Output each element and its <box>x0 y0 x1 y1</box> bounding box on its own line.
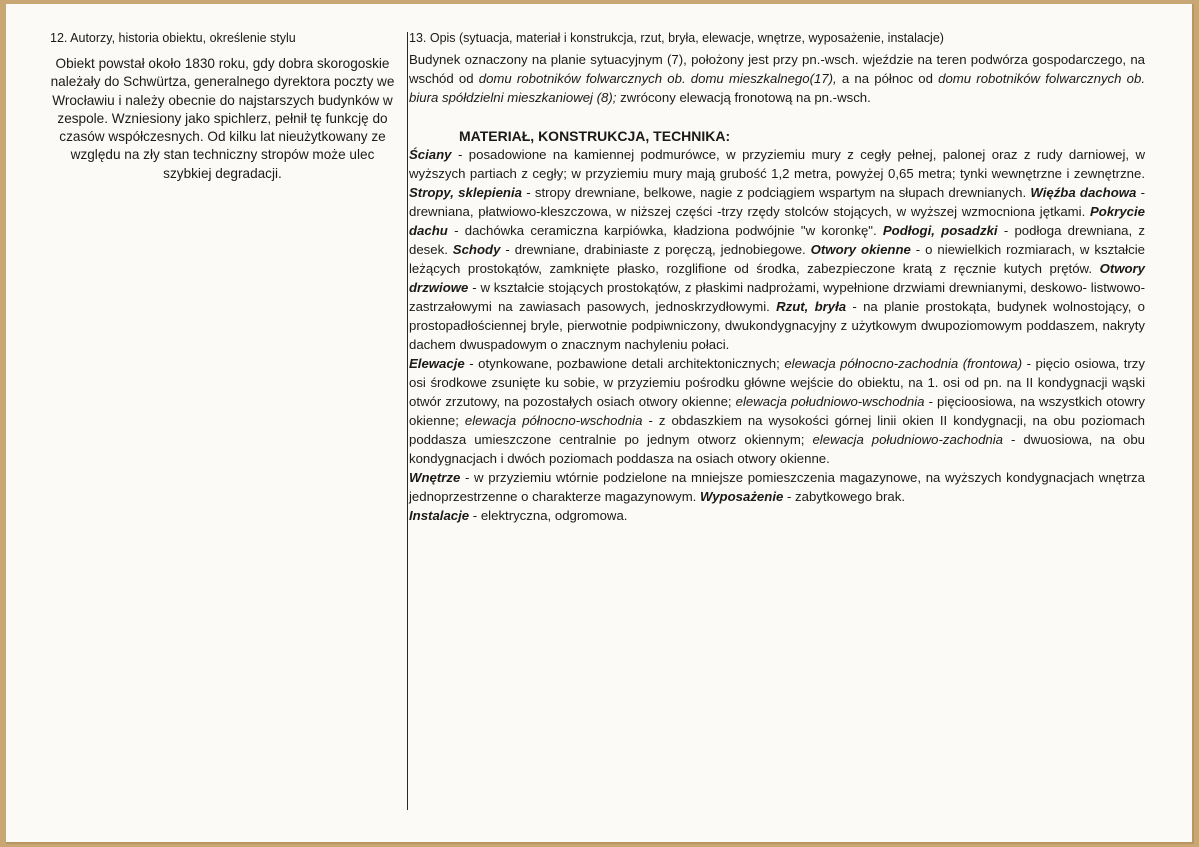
term-equipment: Wyposażenie <box>700 489 784 504</box>
reference-building-17: domu robotników folwarcznych ob. domu mieszkalnego(17), <box>478 71 837 86</box>
document-page <box>6 4 1194 844</box>
term-plan-mass: Rzut, bryła <box>776 299 847 314</box>
term-floors: Podłogi, posadzki <box>882 223 998 238</box>
material-paragraph: Ściany - posadowione na kamiennej podmurówce, w przyziemiu mury z cegły pełnej, palonej oraz z rudy darniowej, w wyższych partiach z cegły; w przyziemiu mury mają grubość 1,2 metra, powyżej 0,65 metra; tynki wewnętrzne i zewnętrzne. Stropy, sklepienia - stropy drewniane, belkowe, nagie z podciągiem wspartym na słupach drewnianych. Więźba dachowa - drewniana, płatwiowo-kleszczowa, w niższej części -trzy rzędy stolców stojących, w wyższej wzmocniona jętkami. Pokrycie dachu - dachówka ceramiczna karpiówka, kładziona podwójnie "w koronkę". Podłogi, posadzki - podłoga drewniana, z desek. Schody - drewniane, drabiniaste z poręczą, jednobiegowe. Otwory okienne - o niewielkich rozmiarach, w kształcie leżących prostokątów, zamknięte płasko, rozglifione od środka, zabezpieczone kratą z ręcznie kutych prętów. Otwory drzwiowe - w kształcie stojących prostokątów, z płaskimi nadprożami, wypełnione drzwiami drewnianymi, deskowo- listwowo-zastrzałowymi na zawiasach pasowych, jednoskrzydłowymi. Rzut, bryła - na planie prostokąta, budynek wolnostojący, o prostopadłościennej bryle, pierwotnie podpiwniczony, dwukondygnacyjny z użytkowym dwupoziomowym poddaszem, nakryty dachem dwuspadowym o znacznym nachyleniu połaci. <box>409 147 1146 352</box>
term-doors: Otwory drzwiowe <box>409 261 1145 295</box>
term-installations: Instalacje <box>409 508 470 523</box>
facades-paragraph: Elewacje - otynkowane, pozbawione detali architektonicznych; elewacja północno-zachodnia (frontowa) - pięcio osiowa, trzy osi środkowe zsunięte ku sobie, w przyziemiu pośrodku główne wejście do obiektu, na 1. osi od pn. na II kondygnacji wąski otwór zrzutowy, na pozostałych osiach otwory okienne; elewacja południowo-wschodnia - pięcioosiowa, na wszystkich otowry okienne; elewacja północno-wschodnia - z obdaszkiem na wysokości górnej linii okien II kondygnacji, na obu poziomach poddasza umieszczone centralnie po jednym otworz okiennym; elewacja południowo-zachodnia - dwuosiowa, na obu kondygnacjach i dwóch poziomach poddasza na osiach otwory okienne. <box>409 356 1146 466</box>
term-roof-covering: Pokrycie dachu <box>409 204 1145 238</box>
section-12-header: 12. Autorzy, historia obiektu, określenie stylu <box>50 31 296 45</box>
column-divider <box>407 32 408 810</box>
term-ceilings: Stropy, sklepienia <box>409 185 522 200</box>
facade-south-east: elewacja południowo-wschodnia <box>735 394 925 409</box>
material-section-title: MATERIAŁ, KONSTRUKCJA, TECHNIKA: <box>459 128 731 144</box>
facade-north-east: elewacja północno-wschodnia <box>464 413 643 428</box>
term-roof-truss: Więźba dachowa <box>1030 185 1137 200</box>
reference-building-8: domu robotników folwarcznych ob. biura spółdzielni mieszkaniowej (8); <box>409 71 1145 105</box>
section-13-header: 13. Opis (sytuacja, materiał i konstrukcja, rzut, bryła, elewacje, wnętrze, wyposażenie, instalacje) <box>409 31 944 45</box>
term-windows: Otwory okienne <box>810 242 911 257</box>
term-walls: Ściany <box>409 147 452 162</box>
interior-paragraph: Wnętrze - w przyziemiu wtórnie podzielone na mniejsze pomieszczenia magazynowe, na wyższych kondygnacjach wnętrza jednoprzestrzenne o charakterze magazynowym. Wyposażenie - zabytkowego brak. <box>409 470 1145 504</box>
term-facades: Elewacje <box>409 356 465 371</box>
installations-paragraph: Instalacje - elektryczna, odgromowa. <box>409 508 628 523</box>
term-interior: Wnętrze <box>409 470 461 485</box>
situation-paragraph: Budynek oznaczony na planie sytuacyjnym (7), położony jest przy pn.-wsch. wjeździe na teren podwórza gospodarczego, na wschód od domu robotników folwarcznych ob. domu mieszkalnego(17), a na północ od domu robotników folwarcznych ob. biura spółdzielni mieszkaniowej (8); zwrócony elewacją fronotową na pn.-wsch. <box>409 52 1145 105</box>
term-stairs: Schody <box>452 242 501 257</box>
history-column <box>50 30 395 183</box>
facade-north-west: elewacja północno-zachodnia (frontowa) <box>784 356 1023 371</box>
history-text: Obiekt powstał około 1830 roku, gdy dobra skorogoskie należały do Schwürtza, generalnego dyrektora poczty we Wrocławiu i należy obecnie do najstarszych budynków w zespole. Wzniesiony jako spichlerz, pełnił tę funkcję do czasów współczesnych. Od kilku lat nieużytkowany ze względu na zły stan techniczny stropów może ulec szybkiej degradacji. <box>50 56 395 181</box>
facade-south-west: elewacja południowo-zachodnia <box>812 432 1004 447</box>
description-column <box>409 30 1145 525</box>
